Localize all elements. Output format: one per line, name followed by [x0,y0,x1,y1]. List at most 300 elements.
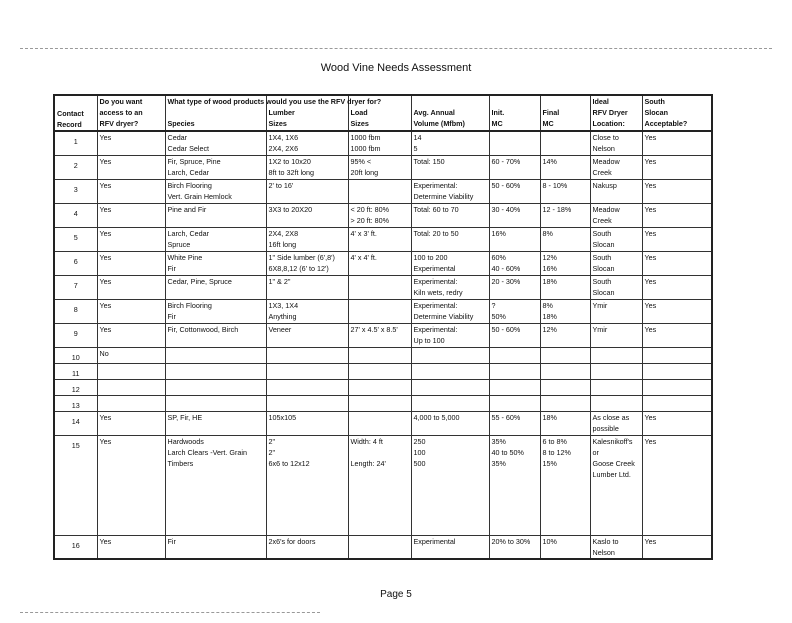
south-cell [642,299,712,323]
final-line: 10% [542,536,557,546]
species-cell [165,411,266,435]
load-cell [348,179,411,203]
species-line: Larch Clears -Vert. Grain [167,447,247,457]
volume-cell [411,395,489,411]
lumber-line: 16ft long [268,239,297,249]
final-line: 16% [542,263,557,273]
location-cell [590,379,642,395]
lumber-line: 2' to 16' [268,180,294,190]
header-line: MC [491,119,503,128]
load-cell [348,363,411,379]
init-cell [489,203,540,227]
contact-record-cell: 5 [54,227,97,251]
final-cell [540,347,590,363]
needs-assessment-table [53,94,713,560]
header-line: Sizes [350,119,369,128]
species-cell [165,251,266,275]
contact-record-cell: 13 [54,395,97,411]
header-row [54,95,712,131]
load-line [351,447,409,458]
access-cell: Yes [97,227,165,251]
init-line: 20% to 30% [491,536,531,546]
access-cell: No [97,347,165,363]
header-location [590,95,642,131]
load-line: 1000 fbm [350,133,381,142]
init-line: 30 - 40% [491,204,521,214]
init-cell [489,155,540,179]
south-cell [642,275,712,299]
load-cell [348,347,411,363]
south-cell [642,227,712,251]
volume-line: 500 [413,458,426,468]
species-line: Pine and Fir [167,204,207,214]
access-cell [97,379,165,395]
location-cell [590,155,642,179]
lumber-cell [266,323,348,347]
final-cell [540,131,590,155]
init-cell [489,179,540,203]
header-line: Contact [57,109,84,118]
species-line: Fir, Spruce, Pine [167,156,221,166]
init-line: 16% [491,228,506,238]
lumber-line: 1X4, 1X6 [268,133,299,142]
south-line: Yes [644,300,657,310]
location-cell [590,411,642,435]
species-cell [165,323,266,347]
location-line: Ymir [592,300,608,310]
volume-line: Total: 150 [413,156,445,166]
species-line: Vert. Grain Hemlock [167,191,232,201]
volume-cell [411,251,489,275]
access-cell: Yes [97,323,165,347]
species-line: Timbers [167,458,194,468]
volume-cell [411,411,489,435]
final-cell [540,411,590,435]
location-cell [590,251,642,275]
init-line: 20 - 30% [491,276,521,286]
species-cell [165,379,266,395]
access-cell: Yes [97,535,165,559]
scan-artifact-line [20,48,772,49]
load-line: 4' x 4' ft. [350,252,377,262]
final-cell [540,395,590,411]
south-cell [642,347,712,363]
final-cell [540,179,590,203]
access-cell [97,395,165,411]
species-cell [165,435,266,535]
lumber-cell [266,155,348,179]
load-cell [348,411,411,435]
access-cell: Yes [97,275,165,299]
init-line: 50% [491,311,506,321]
final-line: 8% [542,300,553,310]
header-line: Do you want [99,97,143,106]
init-cell [489,275,540,299]
volume-line: Up to 100 [413,335,445,345]
lumber-cell [266,435,348,535]
header-question: What type of wood products would you use the RFV dryer for? [167,97,382,106]
south-line: Yes [644,536,657,546]
volume-cell [411,347,489,363]
table-row [54,179,712,203]
south-line: Yes [644,436,657,446]
lumber-line: Anything [268,311,297,321]
south-line: Yes [644,412,657,422]
volume-line: 100 [413,447,426,457]
contact-record-cell: 15 [54,435,97,535]
header-spacer [492,96,538,107]
page-number: Page 5 [380,589,412,600]
lumber-line: 1" & 2" [268,276,291,286]
table-row [54,363,712,379]
load-cell [348,379,411,395]
contact-record-cell: 9 [54,323,97,347]
species-line: Cedar [167,133,188,142]
lumber-cell [266,363,348,379]
volume-line: 4,000 to 5,000 [413,412,460,422]
table-row [54,435,712,535]
init-line: 60 - 70% [491,156,521,166]
access-cell: Yes [97,435,165,535]
location-line: Close to [592,133,619,142]
location-cell [590,179,642,203]
location-line: Nelson [592,144,615,153]
load-line: 4' x 3' ft. [350,228,377,238]
location-line: Meadow [592,156,620,166]
header-volume [411,95,489,131]
species-cell [165,155,266,179]
init-cell [489,435,540,535]
load-line: Width: 4 ft [350,436,383,446]
location-cell [590,363,642,379]
volume-cell [411,535,489,559]
lumber-line: Veneer [268,324,292,334]
lumber-line: 1" Side lumber (6',8') [268,252,335,262]
init-cell [489,379,540,395]
volume-line: Determine Viability [413,311,474,321]
location-cell [590,275,642,299]
location-cell [590,535,642,559]
init-line: 40 to 50% [491,447,524,457]
header-final-mc [540,95,590,131]
header-access [97,95,165,131]
volume-line: Experimental: [413,276,458,286]
final-line: 8% [542,228,553,238]
header-spacer [414,96,487,107]
final-cell [540,203,590,227]
location-cell [590,227,642,251]
load-cell [348,131,411,155]
load-cell [348,323,411,347]
south-cell [642,179,712,203]
load-cell [348,155,411,179]
lumber-cell [266,131,348,155]
load-cell [348,435,411,535]
species-cell [165,131,266,155]
final-line: 8 - 10% [542,180,568,190]
location-line: Ymir [592,324,608,334]
access-cell: Yes [97,203,165,227]
lumber-cell [266,535,348,559]
header-line: Avg. Annual [413,108,455,117]
init-line: 50 - 60% [491,180,521,190]
location-line: Nelson [592,547,615,557]
final-cell [540,379,590,395]
table-row [54,131,712,155]
species-line: Hardwoods [167,436,204,446]
volume-cell [411,203,489,227]
header-line: Volume (Mfbm) [413,119,465,128]
lumber-line: 6X8,8,12 (6' to 12') [268,263,329,273]
location-line: Meadow [592,204,620,214]
species-cell [165,299,266,323]
lumber-cell [266,395,348,411]
location-cell [590,435,642,535]
header-line: Species [167,119,195,128]
final-line: 8 to 12% [542,447,571,457]
species-line: Cedar Select [167,144,210,153]
contact-record-cell: 3 [54,179,97,203]
south-line: Yes [644,228,657,238]
species-cell [165,363,266,379]
south-cell [642,535,712,559]
south-cell [642,155,712,179]
final-cell [540,155,590,179]
volume-cell [411,179,489,203]
location-cell [590,395,642,411]
south-cell [642,131,712,155]
location-cell [590,347,642,363]
lumber-line: 1X2 to 10x20 [268,156,311,166]
access-cell [97,363,165,379]
header-line: Ideal [592,97,609,106]
final-line: 6 to 8% [542,436,567,446]
species-line: Birch Flooring [167,300,212,310]
location-line: possible [592,423,619,433]
init-cell [489,131,540,155]
lumber-cell [266,179,348,203]
init-line: 60% [491,252,506,262]
final-cell [540,275,590,299]
south-cell [642,203,712,227]
load-line: Length: 24' [350,458,386,468]
volume-line: 100 to 200 [413,252,448,262]
location-line: Slocan [592,239,615,249]
table-body [54,95,712,559]
contact-record-cell: 4 [54,203,97,227]
lumber-cell [266,411,348,435]
contact-record-cell: 1 [54,131,97,155]
final-line: 12% [542,252,557,262]
lumber-line: 2x6's for doors [268,536,316,546]
volume-line: Experimental: [413,324,458,334]
access-cell: Yes [97,155,165,179]
species-line: Spruce [167,239,191,249]
table-row [54,379,712,395]
header-line: Slocan [644,108,669,117]
south-cell [642,395,712,411]
location-line: Goose Creek [592,458,635,468]
load-line: < 20 ft: 80% [350,204,390,214]
final-cell [540,363,590,379]
table-row [54,535,712,559]
final-line: 12 - 18% [542,204,572,214]
species-cell [165,227,266,251]
init-line: 35% [491,436,506,446]
header-line: MC [542,119,554,128]
table-row [54,395,712,411]
volume-cell [411,363,489,379]
location-line: As close as [592,412,630,422]
volume-cell [411,131,489,155]
access-cell: Yes [97,299,165,323]
volume-cell [411,299,489,323]
species-line: Fir [167,311,176,321]
lumber-cell [266,275,348,299]
init-cell [489,395,540,411]
final-cell [540,299,590,323]
final-line: 18% [542,311,557,321]
load-line: > 20 ft: 80% [350,215,390,225]
table-row [54,347,712,363]
south-cell [642,435,712,535]
lumber-line: 3X3 to 20X20 [268,204,313,214]
load-line: 1000 fbm [350,144,381,153]
volume-line: Total: 60 to 70 [413,204,459,214]
lumber-cell [266,299,348,323]
south-line: Yes [644,276,657,286]
final-line: 18% [542,412,557,422]
table-row [54,251,712,275]
species-line: Fir [167,263,176,273]
location-line: Slocan [592,287,615,297]
load-cell [348,535,411,559]
volume-line: Determine Viability [413,191,474,201]
volume-cell [411,227,489,251]
contact-record-cell: 2 [54,155,97,179]
final-cell [540,227,590,251]
header-line: South [644,97,665,106]
volume-line: Total: 20 to 50 [413,228,459,238]
init-cell [489,299,540,323]
header-line: access to an [99,108,143,117]
header-line: Location: [592,119,625,128]
south-cell [642,411,712,435]
lumber-line: 1X3, 1X4 [268,300,299,310]
lumber-line: 6x6 to 12x12 [268,458,310,468]
header-line: Init. [491,108,505,117]
table-row [54,411,712,435]
header-line: Acceptable? [644,119,688,128]
volume-cell [411,323,489,347]
lumber-line: 105x105 [268,412,297,422]
volume-cell [411,155,489,179]
table-row [54,275,712,299]
load-cell [348,299,411,323]
final-cell [540,251,590,275]
final-cell [540,435,590,535]
species-line: Fir, Cottonwood, Birch [167,324,239,334]
species-cell [165,275,266,299]
lumber-cell [266,379,348,395]
lumber-cell [266,227,348,251]
load-line: 95% < [350,156,372,166]
species-line: Larch, Cedar [167,228,210,238]
header-contact-record [54,95,97,131]
volume-cell [411,275,489,299]
init-cell [489,251,540,275]
lumber-line: 2" [268,436,276,446]
species-cell [165,203,266,227]
header-line: Final [542,108,560,117]
table-row [54,323,712,347]
init-cell [489,363,540,379]
contact-record-cell: 6 [54,251,97,275]
init-line: 55 - 60% [491,412,521,422]
volume-cell [411,435,489,535]
access-cell: Yes [97,179,165,203]
table-row [54,203,712,227]
volume-line: Experimental [413,263,456,273]
table-row [54,299,712,323]
init-line: 40 - 60% [491,263,521,273]
location-line: Slocan [592,263,615,273]
location-line: South [592,276,612,286]
species-line: SP, Fir, HE [167,412,203,422]
load-cell [348,227,411,251]
lumber-cell [266,251,348,275]
location-line: Nakusp [592,180,617,190]
species-cell [165,179,266,203]
south-line: Yes [644,324,657,334]
load-cell [348,251,411,275]
header-line: Lumber [268,108,295,117]
location-line: Creek [592,215,612,225]
volume-line: Experimental: [413,180,458,190]
location-line: South [592,252,612,262]
volume-line: 14 [413,133,422,142]
lumber-cell [266,203,348,227]
load-cell [348,275,411,299]
location-line: Creek [592,167,612,177]
south-line: Yes [644,180,657,190]
header-line: Record [57,120,82,129]
south-cell [642,379,712,395]
scan-artifact-line [20,612,320,613]
species-line: Cedar, Pine, Spruce [167,276,232,286]
species-cell [165,395,266,411]
header-south-slocan [642,95,712,131]
document-title: Wood Vine Needs Assessment [320,62,472,74]
location-line: Kaslo to [592,536,619,546]
init-cell [489,535,540,559]
table-row [54,227,712,251]
contact-record-cell: 14 [54,411,97,435]
header-line: RFV Dryer [592,108,628,117]
species-line: White Pine [167,252,203,262]
init-line: 35% [491,458,506,468]
south-line: Yes [644,156,657,166]
init-cell [489,411,540,435]
header-spacer [543,96,588,107]
load-cell [348,203,411,227]
init-line: 50 - 60% [491,324,521,334]
header-spacer [168,107,264,118]
final-line: 18% [542,276,557,286]
volume-cell [411,379,489,395]
lumber-cell [266,347,348,363]
table-row [54,155,712,179]
